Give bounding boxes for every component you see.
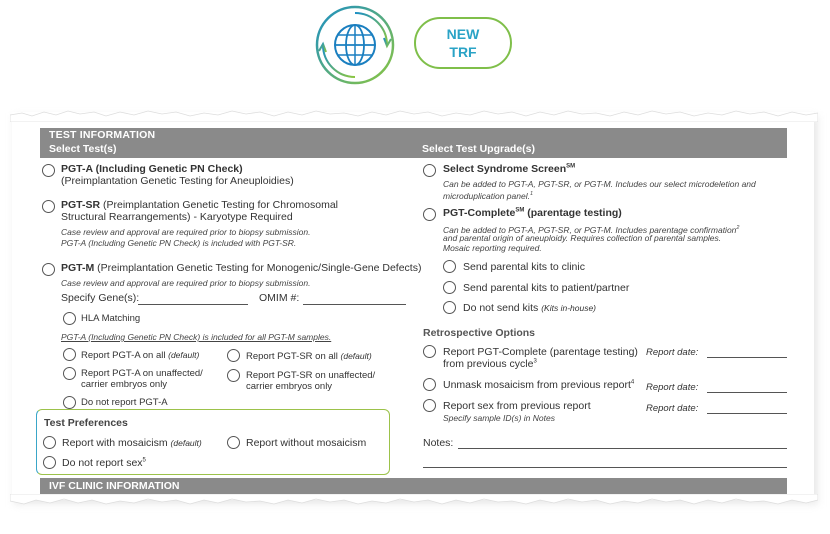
ivf-clinic-title: IVF CLINIC INFORMATION [49, 480, 180, 492]
report-without-mosaicism-radio[interactable] [227, 436, 240, 449]
report-pgta-all-radio[interactable] [63, 348, 76, 361]
omim-input[interactable] [303, 304, 406, 305]
kits-patient-label: Send parental kits to patient/partner [463, 282, 630, 294]
retro-sex-note: Specify sample ID(s) in Notes [443, 413, 555, 423]
pgtm-label: PGT-M (Preimplantation Genetic Testing for Monogenic/Single-Gene Defects) [61, 262, 422, 274]
report-with-mosaicism-label: Report with mosaicism (default) [62, 437, 202, 449]
pgtm-radio[interactable] [42, 263, 55, 276]
notes-input-line-1[interactable] [458, 448, 787, 449]
report-date-label-1: Report date: [646, 347, 699, 358]
pgtsr-note-2: PGT-A (Including Genetic PN Check) is included with PGT-SR. [61, 238, 297, 248]
syndrome-screen-label: Select Syndrome Screen℠ [443, 163, 576, 175]
report-pgtsr-unaffected-label-2: carrier embryos only [246, 381, 333, 392]
pgt-complete-note-3: Mosaic reporting required. [443, 243, 542, 253]
pgta-radio[interactable] [42, 164, 55, 177]
omim-label: OMIM #: [259, 292, 300, 304]
retro-complete-radio[interactable] [423, 345, 436, 358]
hla-label: HLA Matching [81, 313, 141, 324]
pgt-complete-note-2: and parental origin of aneuploidy. Requires collection of parental samples. [443, 233, 722, 243]
pgta-label: PGT-A (Including Genetic PN Check) [61, 163, 243, 175]
report-date-input-2[interactable] [707, 392, 787, 393]
unmask-radio[interactable] [423, 378, 436, 391]
report-pgtsr-all-radio[interactable] [227, 349, 240, 362]
retro-sex-radio[interactable] [423, 399, 436, 412]
syndrome-note-2: microduplication panel.$^1$ [443, 190, 534, 201]
badge-line-1: NEW [446, 26, 480, 42]
pgtm-note-2: PGT-A (Including Genetic PN Check) is included for all PGT-M samples. [61, 332, 332, 342]
kits-clinic-radio[interactable] [443, 260, 456, 273]
test-information-title: TEST INFORMATION [49, 129, 156, 141]
do-not-report-sex-label: Do not report sex$^5$ [62, 457, 146, 469]
pgtsr-label-2: Structural Rearrangements) - Karyotype Required [61, 211, 293, 223]
no-kits-radio[interactable] [443, 301, 456, 314]
report-date-label-2: Report date: [646, 382, 699, 393]
pgtsr-radio[interactable] [42, 200, 55, 213]
pgta-subtitle: (Preimplantation Genetic Testing for Aneuploidies) [61, 175, 294, 187]
retro-complete-label-1: Report PGT-Complete (parentage testing) [443, 346, 638, 358]
report-date-label-3: Report date: [646, 403, 699, 414]
report-pgtsr-all-label: Report PGT-SR on all (default) [246, 351, 372, 362]
report-with-mosaicism-radio[interactable] [43, 436, 56, 449]
report-date-input-3[interactable] [707, 413, 787, 414]
pgtsr-note-1: Case review and approval are required prior to biopsy submission. [61, 227, 311, 237]
report-date-input-1[interactable] [707, 357, 787, 358]
syndrome-note-1: Can be added to PGT-A, PGT-SR, or PGT-M. Includes our select microdeletion and [443, 179, 756, 189]
retro-sex-label: Report sex from previous report [443, 400, 591, 412]
genes-input[interactable] [138, 304, 248, 305]
do-not-report-pgta-label: Do not report PGT-A [81, 397, 168, 408]
syndrome-screen-radio[interactable] [423, 164, 436, 177]
select-tests-title: Select Test(s) [49, 143, 117, 155]
ivf-clinic-header [40, 478, 787, 494]
unmask-label: Unmask mosaicism from previous report$^4$ [443, 379, 635, 391]
test-preferences-title: Test Preferences [44, 417, 128, 429]
hla-radio[interactable] [63, 312, 76, 325]
retro-complete-label-2: from previous cycle$^3$ [443, 358, 537, 370]
notes-label: Notes: [423, 437, 454, 449]
no-kits-label: Do not send kits (Kits in-house) [463, 302, 597, 314]
report-pgtsr-unaffected-label-1: Report PGT-SR on unaffected/ [246, 370, 376, 381]
torn-edge-bottom [10, 494, 818, 510]
do-not-report-sex-radio[interactable] [43, 456, 56, 469]
torn-edge-top [10, 106, 818, 122]
retrospective-title: Retrospective Options [423, 327, 536, 339]
badge-line-2: TRF [449, 44, 477, 60]
pgtm-note-1: Case review and approval are required prior to biopsy submission. [61, 278, 311, 288]
report-without-mosaicism-label: Report without mosaicism [246, 437, 367, 449]
report-pgta-all-label: Report PGT-A on all (default) [81, 350, 200, 361]
select-upgrades-title: Select Test Upgrade(s) [422, 143, 536, 155]
genes-label: Specify Gene(s): [61, 292, 140, 304]
report-pgta-unaffected-label-1: Report PGT-A on unaffected/ [81, 368, 203, 379]
report-pgtsr-unaffected-radio[interactable] [227, 369, 240, 382]
globe-icon [314, 4, 396, 86]
report-pgta-unaffected-label-2: carrier embryos only [81, 379, 168, 390]
kits-clinic-label: Send parental kits to clinic [463, 261, 585, 273]
pgt-complete-radio[interactable] [423, 208, 436, 221]
report-pgta-unaffected-radio[interactable] [63, 367, 76, 380]
pgt-complete-note-1: Can be added to PGT-A, PGT-SR, or PGT-M. Includes parentage confirmation$^2$ [443, 224, 740, 235]
new-trf-badge [414, 17, 512, 69]
notes-input-line-2[interactable] [423, 467, 787, 468]
test-information-header [40, 128, 787, 158]
pgtsr-label: PGT-SR (Preimplantation Genetic Testing for Chromosomal [61, 199, 339, 211]
do-not-report-pgta-radio[interactable] [63, 396, 76, 409]
pgt-complete-label: PGT-Complete℠ (parentage testing) [443, 207, 622, 219]
kits-patient-radio[interactable] [443, 281, 456, 294]
